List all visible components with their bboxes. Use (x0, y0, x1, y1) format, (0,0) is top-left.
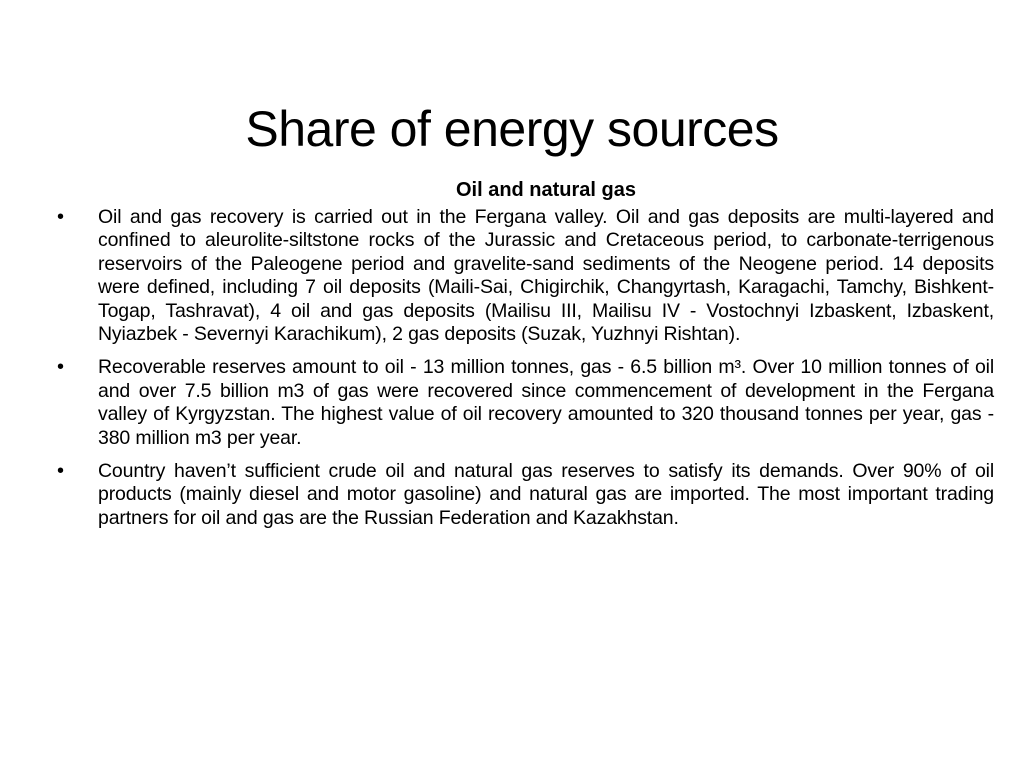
bullet-icon: • (57, 460, 65, 483)
bullet-icon: • (57, 206, 65, 228)
bullet-list (56, 206, 994, 530)
bullet-text: Recoverable reserves amount to oil - 13 million tonnes, gas - 6.5 billion m³. Over 10 million tonnes of oil and over 7.5 billion m3 of gas were recovered since commencement of development in the Fergana valley of Kyrgyzstan. The highest value of oil recovery amounted to 320 thousand tonnes per year, gas - 380 million m3 per year. (98, 356, 994, 449)
bullet-icon: • (57, 356, 65, 379)
section-subheading: Oil and natural gas (455, 179, 637, 201)
bullet-item (56, 356, 994, 450)
bullet-text: Country haven’t sufficient crude oil and natural gas reserves to satisfy its demands. Over 90% of oil products (mainly diesel and motor gasoline) and natural gas are imported. The most important trading partners for oil and gas are the Russian Federation and Kazakhstan. (98, 460, 994, 529)
slide-title: Share of energy sources (245, 100, 779, 157)
bullet-item (56, 460, 994, 530)
bullet-item (56, 206, 994, 346)
bullet-text: Oil and gas recovery is carried out in the Fergana valley. Oil and gas deposits are multi-layered and confined to aleurolite-siltstone rocks of the Jurassic and Cretaceous period, to carbonate-terrigenous reservoirs of the Paleogene period and gravelite-sand sediments of the Neogene period. 14 deposits were defined, including 7 oil deposits (Maili-Sai, Chigirchik, Changyrtash, Karagachi, Tamchy, Bishkent-Togap, Tashravat), 4 oil and gas deposits (Mailisu III, Mailisu IV - Vostochnyi Izbaskent, Izbaskent, Nyiazbek - Severnyi Karachikum), 2 gas deposits (Suzak, Yuzhnyi Rishtan). (98, 206, 994, 346)
slide-content (56, 176, 994, 540)
